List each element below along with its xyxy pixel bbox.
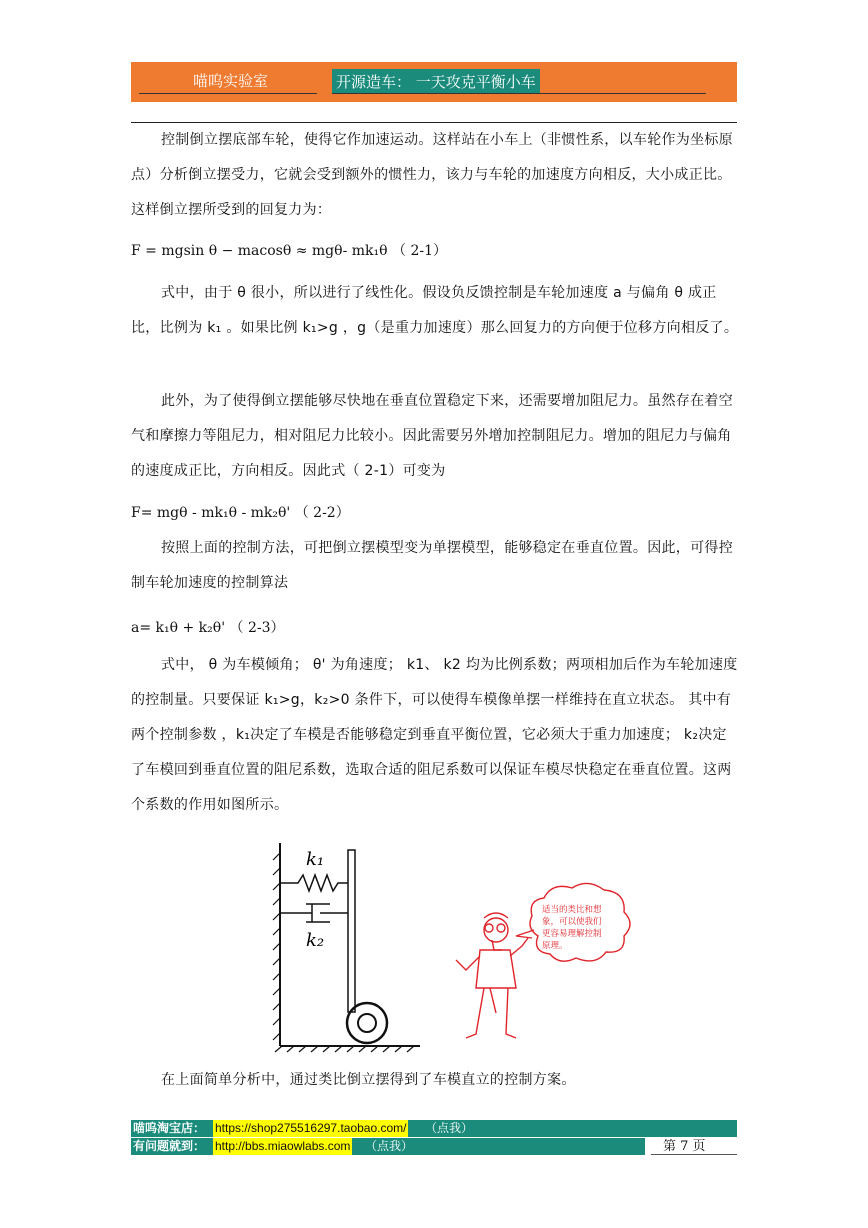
footer-forum-label: 有问题就到： <box>133 1139 206 1153</box>
wall-hatch <box>273 853 280 1040</box>
footer-shop-label: 喵呜淘宝店： <box>133 1121 206 1135</box>
paragraph-5-text: 式中， θ 为车模倾角； θ' 为角速度； k1、 k2 均为比例系数；两项相加后作为车轮加速度 的控制量。只要保证 k₁>g，k₂>0 条件下，可以使得车模像单摆一样维持在直立状态。 其中有两个控制参数 ，k₁决定了车模是否能够稳定到垂直平衡位置，它必须大于重力加速度； k₂决定了车模回到垂直位置的阻尼系数，选取合适的阻尼系数可以保证车模尽快稳定在垂直位置。这两个系数的作用如图所示。 <box>131 657 738 813</box>
paragraph-6-text: 在上面简单分析中，通过类比倒立摆得到了车模直立的控制方案。 <box>161 1072 576 1088</box>
equation-2-3: a= k₁θ + k₂θ' （ 2-3） <box>131 620 285 636</box>
equation-2-2: F= mgθ - mk₁θ - mk₂θ' （ 2-2） <box>131 505 350 521</box>
bubble-line-1: 适当的类比和想 <box>542 905 602 915</box>
pendulum-rod <box>348 850 355 1012</box>
wheel-outer <box>347 1003 387 1043</box>
pendulum-analogy-figure <box>270 838 650 1058</box>
footer-forum-link[interactable]: http://bbs.miaowlabs.com <box>215 1139 351 1153</box>
paragraph-4 <box>131 531 739 601</box>
header-underline-left <box>139 93 317 94</box>
footer-forum-row <box>131 1138 737 1155</box>
bubble-line-3: 更容易理解控制 <box>542 929 602 939</box>
footer-shop-hint[interactable]: （点我） <box>425 1121 474 1135</box>
header-doc-title: 开源造车： 一天攻克平衡小车 <box>332 69 540 94</box>
header-underline-right <box>332 93 706 94</box>
paragraph-1-text: 控制倒立摆底部车轮，使得它作加速运动。这样站在小车上（非惯性系，以车轮作为坐标原点）分析倒立摆受力，它就会受到额外的惯性力，该力与车轮的加速度方向相反，大小成正比。这样倒立摆所受到的回复力为： <box>131 132 733 218</box>
paragraph-3-text: 此外，为了使得倒立摆能够尽快地在垂直位置稳定下来，还需要增加阻尼力。虽然存在着空气和摩擦力等阻尼力，相对阻尼力比较小。因此需要另外增加控制阻尼力。增加的阻尼力与偏角的速度成正比，方向相反。因此式（ 2-1）可变为 <box>131 393 733 479</box>
spring-k1 <box>280 875 348 891</box>
paragraph-4-text: 按照上面的控制方法，可把倒立摆模型变为单摆模型，能够稳定在垂直位置。因此，可得控制车轮加速度的控制算法 <box>131 540 733 591</box>
footer-forum-hint[interactable]: （点我） <box>365 1139 414 1153</box>
header-lab-name: 喵呜实验室 <box>193 72 269 90</box>
page-number: 第 7 页 <box>663 1139 706 1154</box>
paragraph-6 <box>131 1063 739 1098</box>
paragraph-1 <box>131 123 739 228</box>
equation-2-1: F = mgsin θ − macosθ ≈ mgθ- mk₁θ （ 2-1） <box>131 243 447 259</box>
paragraph-2 <box>131 276 739 346</box>
speech-bubble-tail <box>516 930 534 938</box>
page-number-underline <box>651 1154 737 1155</box>
damper-k2 <box>280 904 348 922</box>
bubble-line-2: 象，可以使我们 <box>542 917 602 927</box>
professor-cartoon <box>456 913 528 1038</box>
footer-shop-link[interactable]: https://shop275516297.taobao.com/ <box>215 1121 407 1135</box>
paragraph-3 <box>131 384 739 489</box>
label-k2: k₂ <box>306 930 325 951</box>
label-k1: k₁ <box>306 849 325 870</box>
page-header <box>131 62 737 102</box>
bubble-line-4: 原理。 <box>542 941 568 951</box>
paragraph-2-text: 式中，由于 θ 很小，所以进行了线性化。假设负反馈控制是车轮加速度 a 与偏角 θ 成正比，比例为 k₁ 。如果比例 k₁>g ，g（是重力加速度）那么回复力的方向便于位移方向相反了。 <box>131 285 739 336</box>
paragraph-5 <box>131 648 739 823</box>
footer-shop-row <box>131 1120 737 1137</box>
wheel-inner <box>358 1014 376 1032</box>
